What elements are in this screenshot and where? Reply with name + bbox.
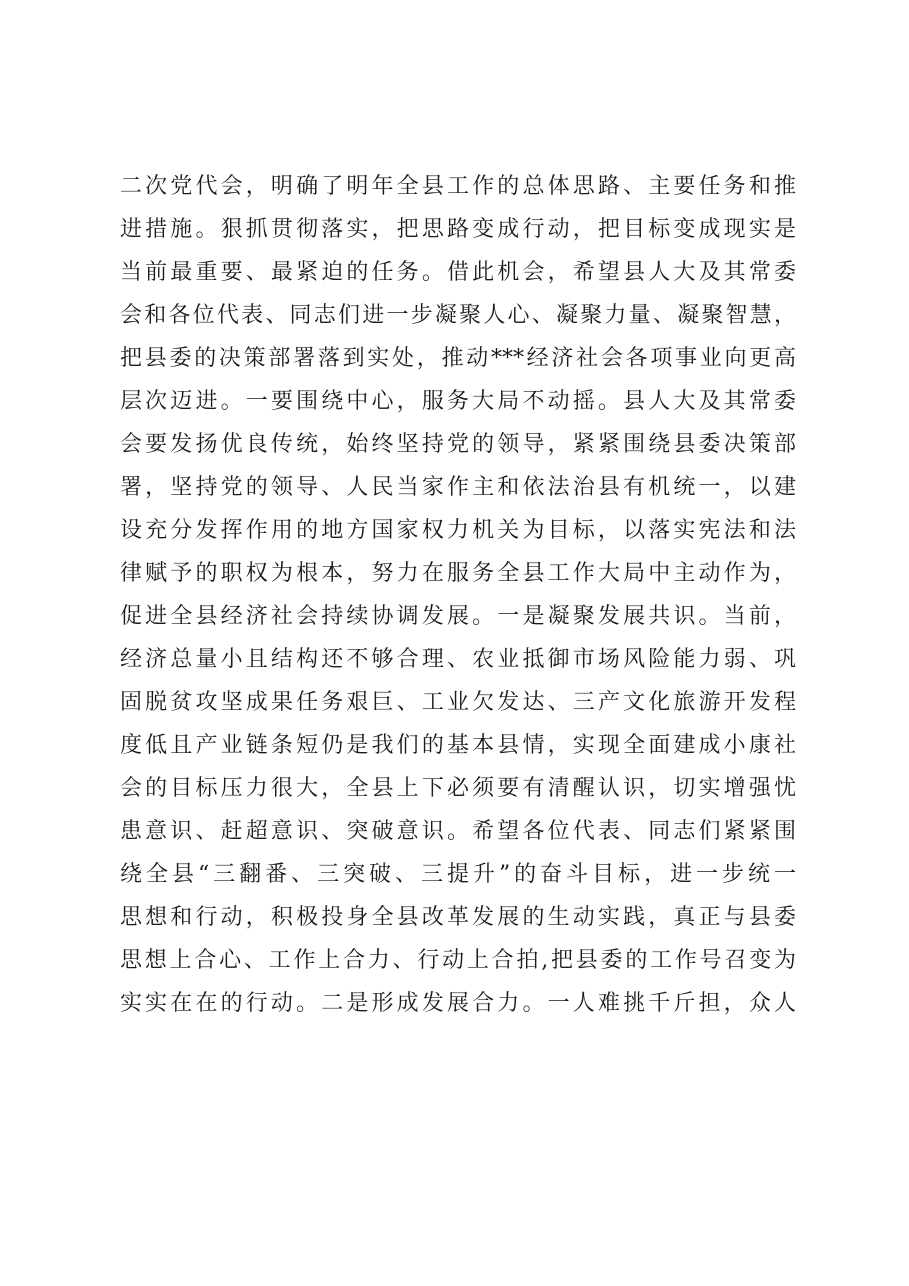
text-line: 促进全县经济社会持续协调发展。一是凝聚发展共识。当前，: [120, 604, 796, 629]
text-line: 当前最重要、最紧迫的任务。借此机会，希望县人大及其常委: [120, 260, 796, 285]
text-line: 设充分发挥作用的地方国家权力机关为目标，以落实宪法和法: [120, 518, 796, 543]
text-line: 把县委的决策部署落到实处，推动***经济社会各项事业向更高: [120, 346, 796, 371]
text-line: 会和各位代表、同志们进一步凝聚人心、凝聚力量、凝聚智慧，: [120, 303, 796, 328]
text-line: 律赋予的职权为根本，努力在服务全县工作大局中主动作为，: [120, 561, 796, 586]
text-line: 经济总量小且结构还不够合理、农业抵御市场风险能力弱、巩: [120, 647, 796, 672]
body-text: [120, 165, 800, 1025]
text-line: 会要发扬优良传统，始终坚持党的领导，紧紧围绕县委决策部: [120, 432, 796, 457]
text-line: 进措施。狠抓贯彻落实，把思路变成行动，把目标变成现实是: [120, 217, 796, 242]
text-line: 署，坚持党的领导、人民当家作主和依法治县有机统一，以建: [120, 475, 796, 500]
text-line: 度低且产业链条短仍是我们的基本县情，实现全面建成小康社: [120, 733, 796, 758]
text-line: 患意识、赶超意识、突破意识。希望各位代表、同志们紧紧围: [120, 819, 796, 844]
text-line: 思想和行动，积极投身全县改革发展的生动实践，真正与县委: [120, 905, 796, 930]
text-line: 会的目标压力很大，全县上下必须要有清醒认识，切实增强忧: [120, 776, 796, 801]
text-line: 实实在在的行动。二是形成发展合力。一人难挑千斤担，众人: [120, 991, 796, 1016]
text-line: 绕全县“三翻番、三突破、三提升”的奋斗目标，进一步统一: [120, 862, 796, 887]
text-line: 思想上合心、工作上合力、行动上合拍,把县委的工作号召变为: [120, 948, 796, 973]
text-line: 层次迈进。一要围绕中心，服务大局不动摇。县人大及其常委: [120, 389, 796, 414]
text-line: 二次党代会，明确了明年全县工作的总体思路、主要任务和推: [120, 174, 796, 199]
text-line: 固脱贫攻坚成果任务艰巨、工业欠发达、三产文化旅游开发程: [120, 690, 796, 715]
